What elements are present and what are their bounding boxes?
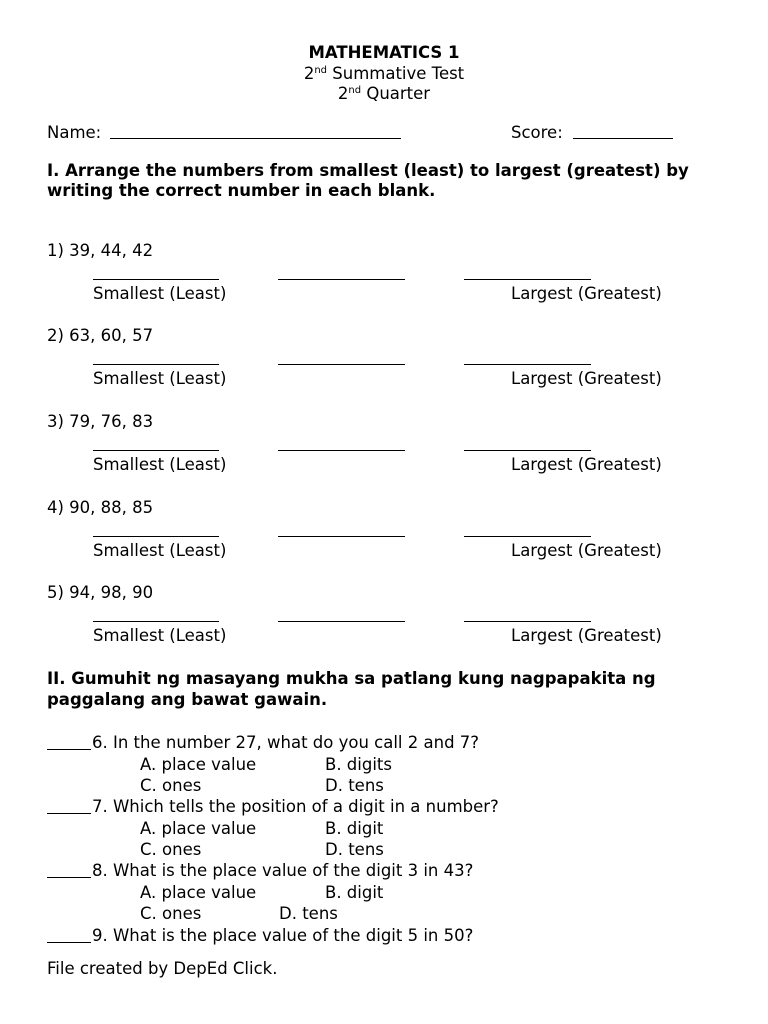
answer-blank[interactable] — [464, 364, 591, 365]
section-2-title: II. Gumuhit ng masayang mukha sa patlang kung nagpapakita ng paggalang ang bawat gawain. — [47, 669, 656, 709]
question-answer-blank[interactable] — [47, 942, 91, 943]
name-label: Name: — [47, 123, 102, 142]
answer-blank[interactable] — [93, 364, 219, 365]
question-text: 9. What is the place value of the digit 5 in 50? — [92, 926, 474, 945]
choice-c: C. ones — [140, 840, 202, 859]
quarter-subtitle: 2nd Quarter — [337, 84, 431, 103]
choice-a: A. place value — [140, 883, 257, 902]
arrange-item: 2) 63, 60, 57 — [47, 326, 154, 345]
largest-label: Largest (Greatest) — [511, 369, 662, 388]
choice-b: B. digit — [325, 819, 384, 838]
answer-blank[interactable] — [93, 450, 219, 451]
choice-b: B. digit — [325, 883, 384, 902]
largest-label: Largest (Greatest) — [511, 626, 662, 645]
answer-blank[interactable] — [464, 536, 591, 537]
answer-blank[interactable] — [464, 450, 591, 451]
answer-blank[interactable] — [278, 364, 405, 365]
smallest-label: Smallest (Least) — [93, 369, 227, 388]
question-answer-blank[interactable] — [47, 749, 91, 750]
choice-a: A. place value — [140, 819, 257, 838]
question-text: 8. What is the place value of the digit 3 in 43? — [92, 861, 474, 880]
smallest-label: Smallest (Least) — [93, 541, 227, 560]
arrange-item: 1) 39, 44, 42 — [47, 241, 154, 260]
choice-d: D. tens — [279, 904, 338, 923]
smallest-label: Smallest (Least) — [93, 626, 227, 645]
score-blank[interactable] — [573, 138, 673, 139]
arrange-item: 3) 79, 76, 83 — [47, 412, 154, 431]
name-blank[interactable] — [110, 138, 401, 139]
largest-label: Largest (Greatest) — [511, 455, 662, 474]
score-label: Score: — [511, 123, 563, 142]
largest-label: Largest (Greatest) — [511, 284, 662, 303]
answer-blank[interactable] — [278, 621, 405, 622]
section-1-title: I. Arrange the numbers from smallest (least) to largest (greatest) by writing the correct number in each blank. — [47, 161, 689, 200]
answer-blank[interactable] — [278, 279, 405, 280]
choice-a: A. place value — [140, 755, 257, 774]
test-subtitle: 2nd Summative Test — [303, 64, 465, 83]
page-title: MATHEMATICS 1 — [308, 43, 460, 62]
choice-b: B. digits — [325, 755, 392, 774]
answer-blank[interactable] — [93, 621, 219, 622]
question-answer-blank[interactable] — [47, 813, 91, 814]
largest-label: Largest (Greatest) — [511, 541, 662, 560]
answer-blank[interactable] — [278, 536, 405, 537]
choice-d: D. tens — [325, 840, 384, 859]
answer-blank[interactable] — [464, 621, 591, 622]
answer-blank[interactable] — [93, 279, 219, 280]
choice-c: C. ones — [140, 904, 202, 923]
choice-d: D. tens — [325, 776, 384, 795]
question-text: 7. Which tells the position of a digit in a number? — [92, 797, 499, 816]
footer-credit: File created by DepEd Click. — [47, 959, 278, 978]
answer-blank[interactable] — [464, 279, 591, 280]
answer-blank[interactable] — [93, 536, 219, 537]
arrange-item: 4) 90, 88, 85 — [47, 498, 154, 517]
question-text: 6. In the number 27, what do you call 2 and 7? — [92, 733, 480, 752]
question-answer-blank[interactable] — [47, 877, 91, 878]
answer-blank[interactable] — [278, 450, 405, 451]
arrange-item: 5) 94, 98, 90 — [47, 583, 154, 602]
choice-c: C. ones — [140, 776, 202, 795]
smallest-label: Smallest (Least) — [93, 455, 227, 474]
smallest-label: Smallest (Least) — [93, 284, 227, 303]
